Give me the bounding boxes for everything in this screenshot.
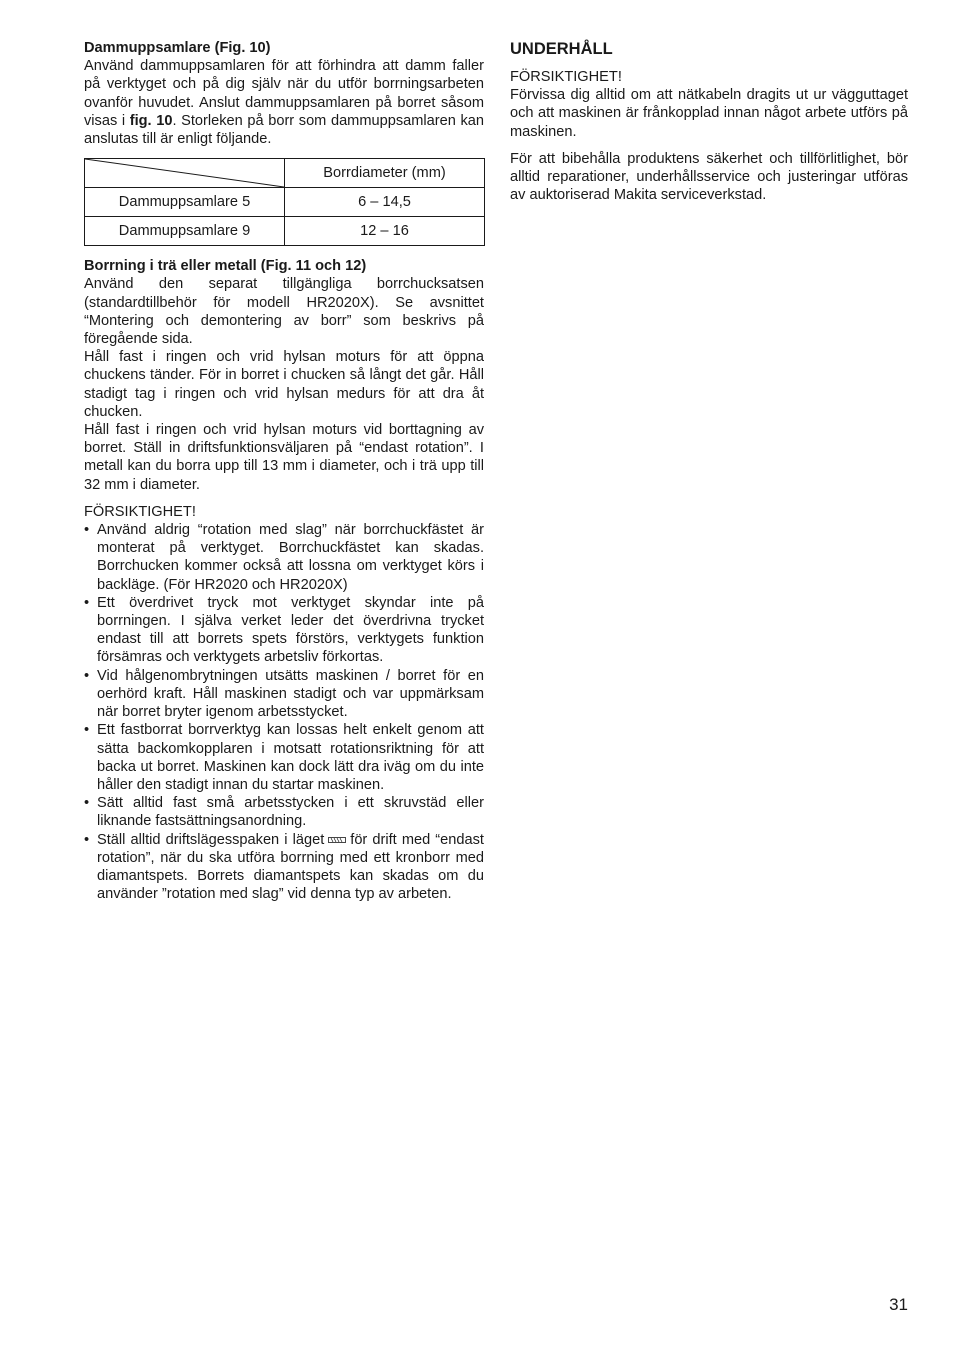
drilling-paragraph-3: Håll fast i ringen och vrid hylsan moturs vid borttagning av borret. Ställ in driftsfunktionsväljaren på “endast rotation”. I metall kan du borra upp till 13 mm i diameter, och i trä upp till 32 mm i diameter. bbox=[84, 422, 484, 493]
left-column bbox=[84, 39, 484, 903]
dust-text-before: Använd dammuppsamlaren för att förhindra att damm faller på verktyget och på dig själv när du utför borrningsarbeten ovanför huvudet. Anslut dammuppsamlaren på borret såsom visas i bbox=[84, 58, 484, 129]
table-cell-value: 6 – 14,5 bbox=[285, 188, 485, 217]
list-item: • Använd aldrig “rotation med slag” när borrchuckfästet är monterat på verktyget. Borrchuckfästet kan skadas. Borrchucken kommer också att lossna om verktyget körs i backläge. (För HR2020 och HR2020X) bbox=[84, 521, 484, 594]
table-header-row bbox=[85, 159, 485, 188]
table-column-header: Borrdiameter (mm) bbox=[285, 159, 485, 188]
drill-size-table bbox=[84, 158, 485, 246]
table-row bbox=[85, 188, 485, 217]
dust-collector-paragraph bbox=[84, 57, 484, 148]
fig-reference: fig. 10 bbox=[129, 112, 173, 129]
table-cell-name: Dammuppsamlare 9 bbox=[85, 217, 285, 246]
diagonal-header-cell bbox=[85, 159, 285, 188]
last-bullet-text-before: Ställ alltid driftslägesspaken i läget bbox=[97, 831, 325, 848]
diagonal-line-icon bbox=[85, 159, 284, 187]
list-item: • Sätt alltid fast små arbetsstycken i ett skruvstäd eller liknande fastsättningsanordning. bbox=[84, 794, 484, 830]
caution-list bbox=[84, 521, 484, 903]
page-number: 31 bbox=[889, 1295, 908, 1314]
maintenance-paragraph-1: Förvissa dig alltid om att nätkabeln dragits ut ur vägguttaget och att maskinen är frånkopplad innan något arbete utförs på maskinen. bbox=[510, 87, 908, 140]
list-item bbox=[84, 831, 484, 904]
table-cell-value: 12 – 16 bbox=[285, 217, 485, 246]
maintenance-heading: UNDERHÅLL bbox=[510, 40, 613, 58]
maintenance-caution-label: FÖRSIKTIGHET! bbox=[510, 69, 622, 85]
rotation-only-symbol-icon bbox=[328, 836, 346, 844]
caution-label: FÖRSIKTIGHET! bbox=[84, 503, 196, 520]
drilling-heading: Borrning i trä eller metall (Fig. 11 och 12) bbox=[84, 258, 367, 275]
table-row bbox=[85, 217, 485, 246]
last-bullet-text-after: för drift med “endast rotation”, när du ska utföra borrning med ett kronborr med diamantspets. Borrets diamantspets kan skadas om du använder ”rotation med slag” vid denna typ av arbeten. bbox=[97, 831, 484, 903]
table-cell-name: Dammuppsamlare 5 bbox=[85, 188, 285, 217]
right-column bbox=[510, 39, 908, 204]
drilling-paragraph-2: Håll fast i ringen och vrid hylsan moturs för att öppna chuckens tänder. För in borret i chucken så långt det går. Håll stadigt tag i ringen och vrid hylsan medurs för att dra åt chucken. bbox=[84, 349, 484, 420]
dust-collector-heading: Dammuppsamlare (Fig. 10) bbox=[84, 40, 271, 56]
maintenance-paragraph-2: För att bibehålla produktens säkerhet och tillförlitlighet, bör alltid reparationer, underhållsservice och justeringar utföras av auktoriserad Makita serviceverkstad. bbox=[510, 150, 908, 204]
drilling-paragraph-1: Använd den separat tillgängliga borrchucksatsen (standardtillbehör för modell HR2020X). Se avsnittet “Montering och demontering av borr” som beskrivs på föregående sida. bbox=[84, 276, 484, 348]
list-item: • Ett fastborrat borrverktyg kan lossas helt enkelt genom att sätta backomkopplaren i motsatt rotationsriktning för att backa ut borret. Maskinen kan dock lätt dra iväg om du inte håller den stadigt innan du startar maskinen. bbox=[84, 721, 484, 794]
list-item: • Vid hålgenombrytningen utsätts maskinen / borret för en oerhörd kraft. Håll maskinen stadigt och var uppmärksam när borret bryter igenom arbetsstycket. bbox=[84, 667, 484, 722]
dust-text-after: . Storleken på borr som dammuppsamlaren kan anslutas till är enligt följande. bbox=[84, 112, 485, 148]
list-item: • Ett överdrivet tryck mot verktyget skyndar inte på borrningen. I själva verket leder det överdrivna trycket endast till att borrets spets förstörs, verktygets funktion försämras och verktygets arbetsliv förkortas. bbox=[84, 594, 484, 667]
